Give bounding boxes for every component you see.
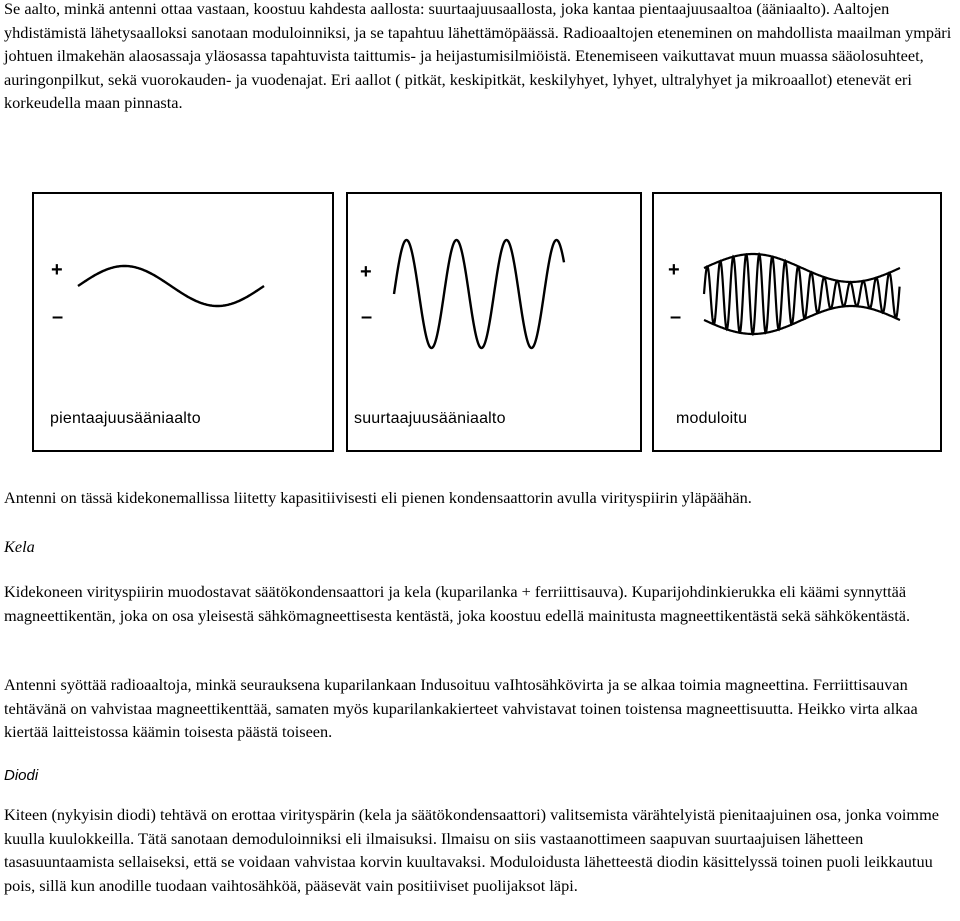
plus-sign: + [360,261,372,283]
low-frequency-wave-panel [32,192,334,452]
modulated-wave-caption: moduloitu [676,410,748,427]
plus-sign: + [51,259,63,281]
modulated-wave-panel [652,192,942,452]
high-frequency-wave-panel [346,192,642,452]
diodi-heading: Diodi [4,767,39,784]
antenna-paragraph: Antenni on tässä kidekonemallissa liitetty kapasitiivisesti eli pienen kondensaattorin avulla virityspiirin yläpäähän. [4,488,752,507]
minus-sign: – [52,306,64,328]
diodi-paragraph: Kiteen (nykyisin diodi) tehtävä on erottaa virityspärin (kela ja säätökondensaattori) valitsemista värähtelyistä pienitaajuinen osa, jonka voimme kuulla kuulokkeilla. Tätä sanotaan demoduloinniksi eli ilmaisuksi. Ilmaisu on siis vastaanottimeen saapuvan suurtaajuisen lähetteen tasasuuntaamista sellaiseksi, että se voidaan vahvistaa korvin kuultavaksi. Moduloidusta lähetteestä diodin käsittelyssä toinen puoli leikkautuu pois, sillä kun anodille tuodaan vaihtosähköä, pääsevät vain positiiviset puolijaksot läpi. [4,805,939,895]
kela-paragraph-1: Kidekoneen virityspiirin muodostavat säätökondensaattori ja kela (kuparilanka + ferriittisauva). Kuparijohdinkierukka eli käämi synnyttää magneettikentän, joka on osa yleisestä sähkömagneettisesta kentästä, joka koostuu edellä mainitusta magneettikentästä sekä sähkökentästä. [4,582,911,625]
plus-sign: + [668,259,680,281]
intro-paragraph: Se aalto, minkä antenni ottaa vastaan, koostuu kahdesta aallosta: suurtaajuusaallosta, joka kantaa pientaajuusaaltoa (ääniaalto). Aaltojen yhdistämistä lähetysaalloksi sanotaan moduloinniksi, ja se tapahtuu lähettämöpäässä. Radioaaltojen eteneminen on mahdollista maailman ympäri johtuen ilmakehän alaosassaja yläosassa tapahtuvista taittumis- ja heijastumisilmiöistä. Etenemiseen vaikuttavat muun muassa sääolosuhteet, auringonpilkut, sekä vuorokauden- ja vuodenajat. Eri aallot ( pitkät, keskipitkät, keskilyhyet, lyhyet, ultralyhyet ja mikroaallot) etenevät eri korkeudella maan pinnasta. [4,0,952,112]
wave-figure [30,186,948,466]
low-frequency-wave-caption: pientaajuusääniaalto [50,410,201,427]
kela-heading: Kela [4,537,35,556]
minus-sign: – [670,306,682,328]
kela-paragraph-2: Antenni syöttää radioaaltoja, minkä seurauksena kuparilankaan Indusoituu vaIhtosähkövirta ja se alkaa toimia magneettina. Ferriittisauvan tehtävänä on vahvistaa magneettikenttää, samaten myös kuparilankakierteet vahvistavat toinen toistensa magneettisuutta. Heikko virta alkaa kiertää laitteistossa käämin toisesta päästä toiseen. [4,675,918,741]
high-frequency-wave-caption: suurtaajuusääniaalto [354,410,506,427]
minus-sign: – [361,306,373,328]
